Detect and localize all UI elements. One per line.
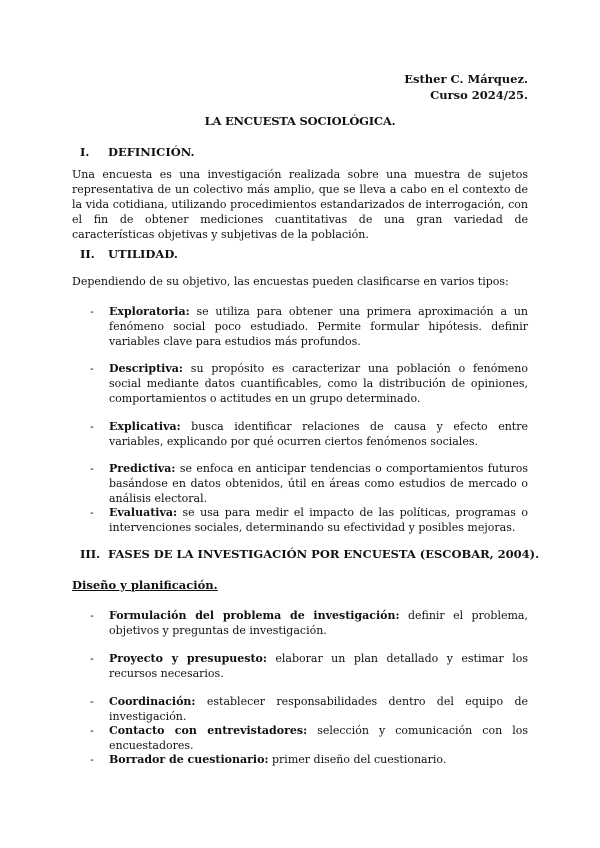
list-item-proyecto	[90, 651, 528, 681]
course-label: Curso 2024/25.	[430, 88, 528, 102]
list-item-explicativa	[90, 419, 528, 449]
bullet-dash: -	[90, 462, 94, 475]
item-text: busca identificar relaciones de causa y efecto entre variables, explicando por qué ocurren ciertos fenómenos sociales.	[109, 420, 528, 448]
item-term: Descriptiva:	[109, 362, 183, 375]
section-title: DEFINICIÓN.	[108, 145, 195, 159]
item-term: Explicativa:	[109, 420, 181, 433]
list-item-descriptiva	[90, 361, 528, 406]
list-item-formulacion	[90, 608, 528, 638]
bullet-dash: -	[90, 420, 94, 433]
list-item-coordinacion	[90, 694, 528, 724]
bullet-dash: -	[90, 362, 94, 375]
bullet-dash: -	[90, 724, 94, 737]
bullet-dash: -	[90, 753, 94, 766]
definition-paragraph: Una encuesta es una investigación realizada sobre una muestra de sujetos representativa de un colectivo más amplio, que se lleva a cabo en el contexto de la vida cotidiana, utilizando procedimientos estandarizados de interrogación, con el fin de obtener mediciones cuantitativas de una gran variedad de características objetivas y subjetivas de la población.	[72, 168, 528, 241]
section-number: III.	[80, 547, 101, 561]
bullet-dash: -	[90, 609, 94, 622]
section-number: I.	[80, 145, 90, 159]
item-text: se usa para medir el impacto de las políticas, programas o intervenciones sociales, determinando su efectividad y posibles mejoras.	[109, 506, 528, 534]
item-term: Coordinación:	[109, 695, 196, 708]
list-item-exploratoria	[90, 304, 528, 349]
item-term: Proyecto y presupuesto:	[109, 652, 267, 665]
item-term: Contacto con entrevistadores:	[109, 724, 308, 737]
item-term: Predictiva:	[109, 462, 176, 475]
section-heading-utilidad	[80, 247, 178, 261]
section-heading-definicion	[80, 145, 195, 159]
list-item-predictiva	[90, 461, 528, 506]
item-text: se enfoca en anticipar tendencias o comportamientos futuros basándose en datos obtenidos, útil en áreas como estudios de mercado o análisis electoral.	[109, 462, 528, 505]
item-term: Evaluativa:	[109, 506, 178, 519]
item-term: Borrador de cuestionario:	[109, 753, 269, 766]
section-number: II.	[80, 247, 95, 261]
item-term: Exploratoria:	[109, 305, 190, 318]
page-title: LA ENCUESTA SOCIOLÓGICA.	[204, 114, 396, 128]
item-text: se utiliza para obtener una primera aproximación a un fenómeno social poco estudiado. Permite formular hipótesis. definir variables clave para estudios más profundos.	[109, 305, 528, 348]
phase-subtitle: Diseño y planificación.	[72, 578, 218, 592]
list-item-contacto	[90, 723, 528, 753]
section-title: UTILIDAD.	[108, 247, 178, 261]
list-item-evaluativa	[90, 505, 528, 535]
item-text: establecer responsabilidades dentro del equipo de investigación.	[109, 695, 528, 723]
author-block	[404, 71, 528, 103]
item-term: Formulación del problema de investigación:	[109, 609, 400, 622]
list-item-borrador	[90, 752, 528, 767]
item-text: selección y comunicación con los encuestadores.	[109, 724, 528, 752]
bullet-dash: -	[90, 652, 94, 665]
bullet-dash: -	[90, 695, 94, 708]
item-text: su propósito es caracterizar una población o fenómeno social mediante datos cuantificables, como la distribución de opiniones, comportamientos o actitudes en un grupo determinado.	[109, 362, 528, 405]
item-text: definir el problema, objetivos y preguntas de investigación.	[109, 609, 528, 637]
section-title: FASES DE LA INVESTIGACIÓN POR ENCUESTA (ESCOBAR, 2004).	[108, 547, 540, 561]
section-heading-fases	[80, 547, 539, 561]
utility-intro: Dependiendo de su objetivo, las encuestas pueden clasificarse en varios tipos:	[72, 275, 509, 288]
item-text: primer diseño del cuestionario.	[268, 753, 447, 766]
item-text: elaborar un plan detallado y estimar los recursos necesarios.	[109, 652, 528, 680]
bullet-dash: -	[90, 506, 94, 519]
author-name: Esther C. Márquez.	[404, 72, 528, 86]
bullet-dash: -	[90, 305, 94, 318]
